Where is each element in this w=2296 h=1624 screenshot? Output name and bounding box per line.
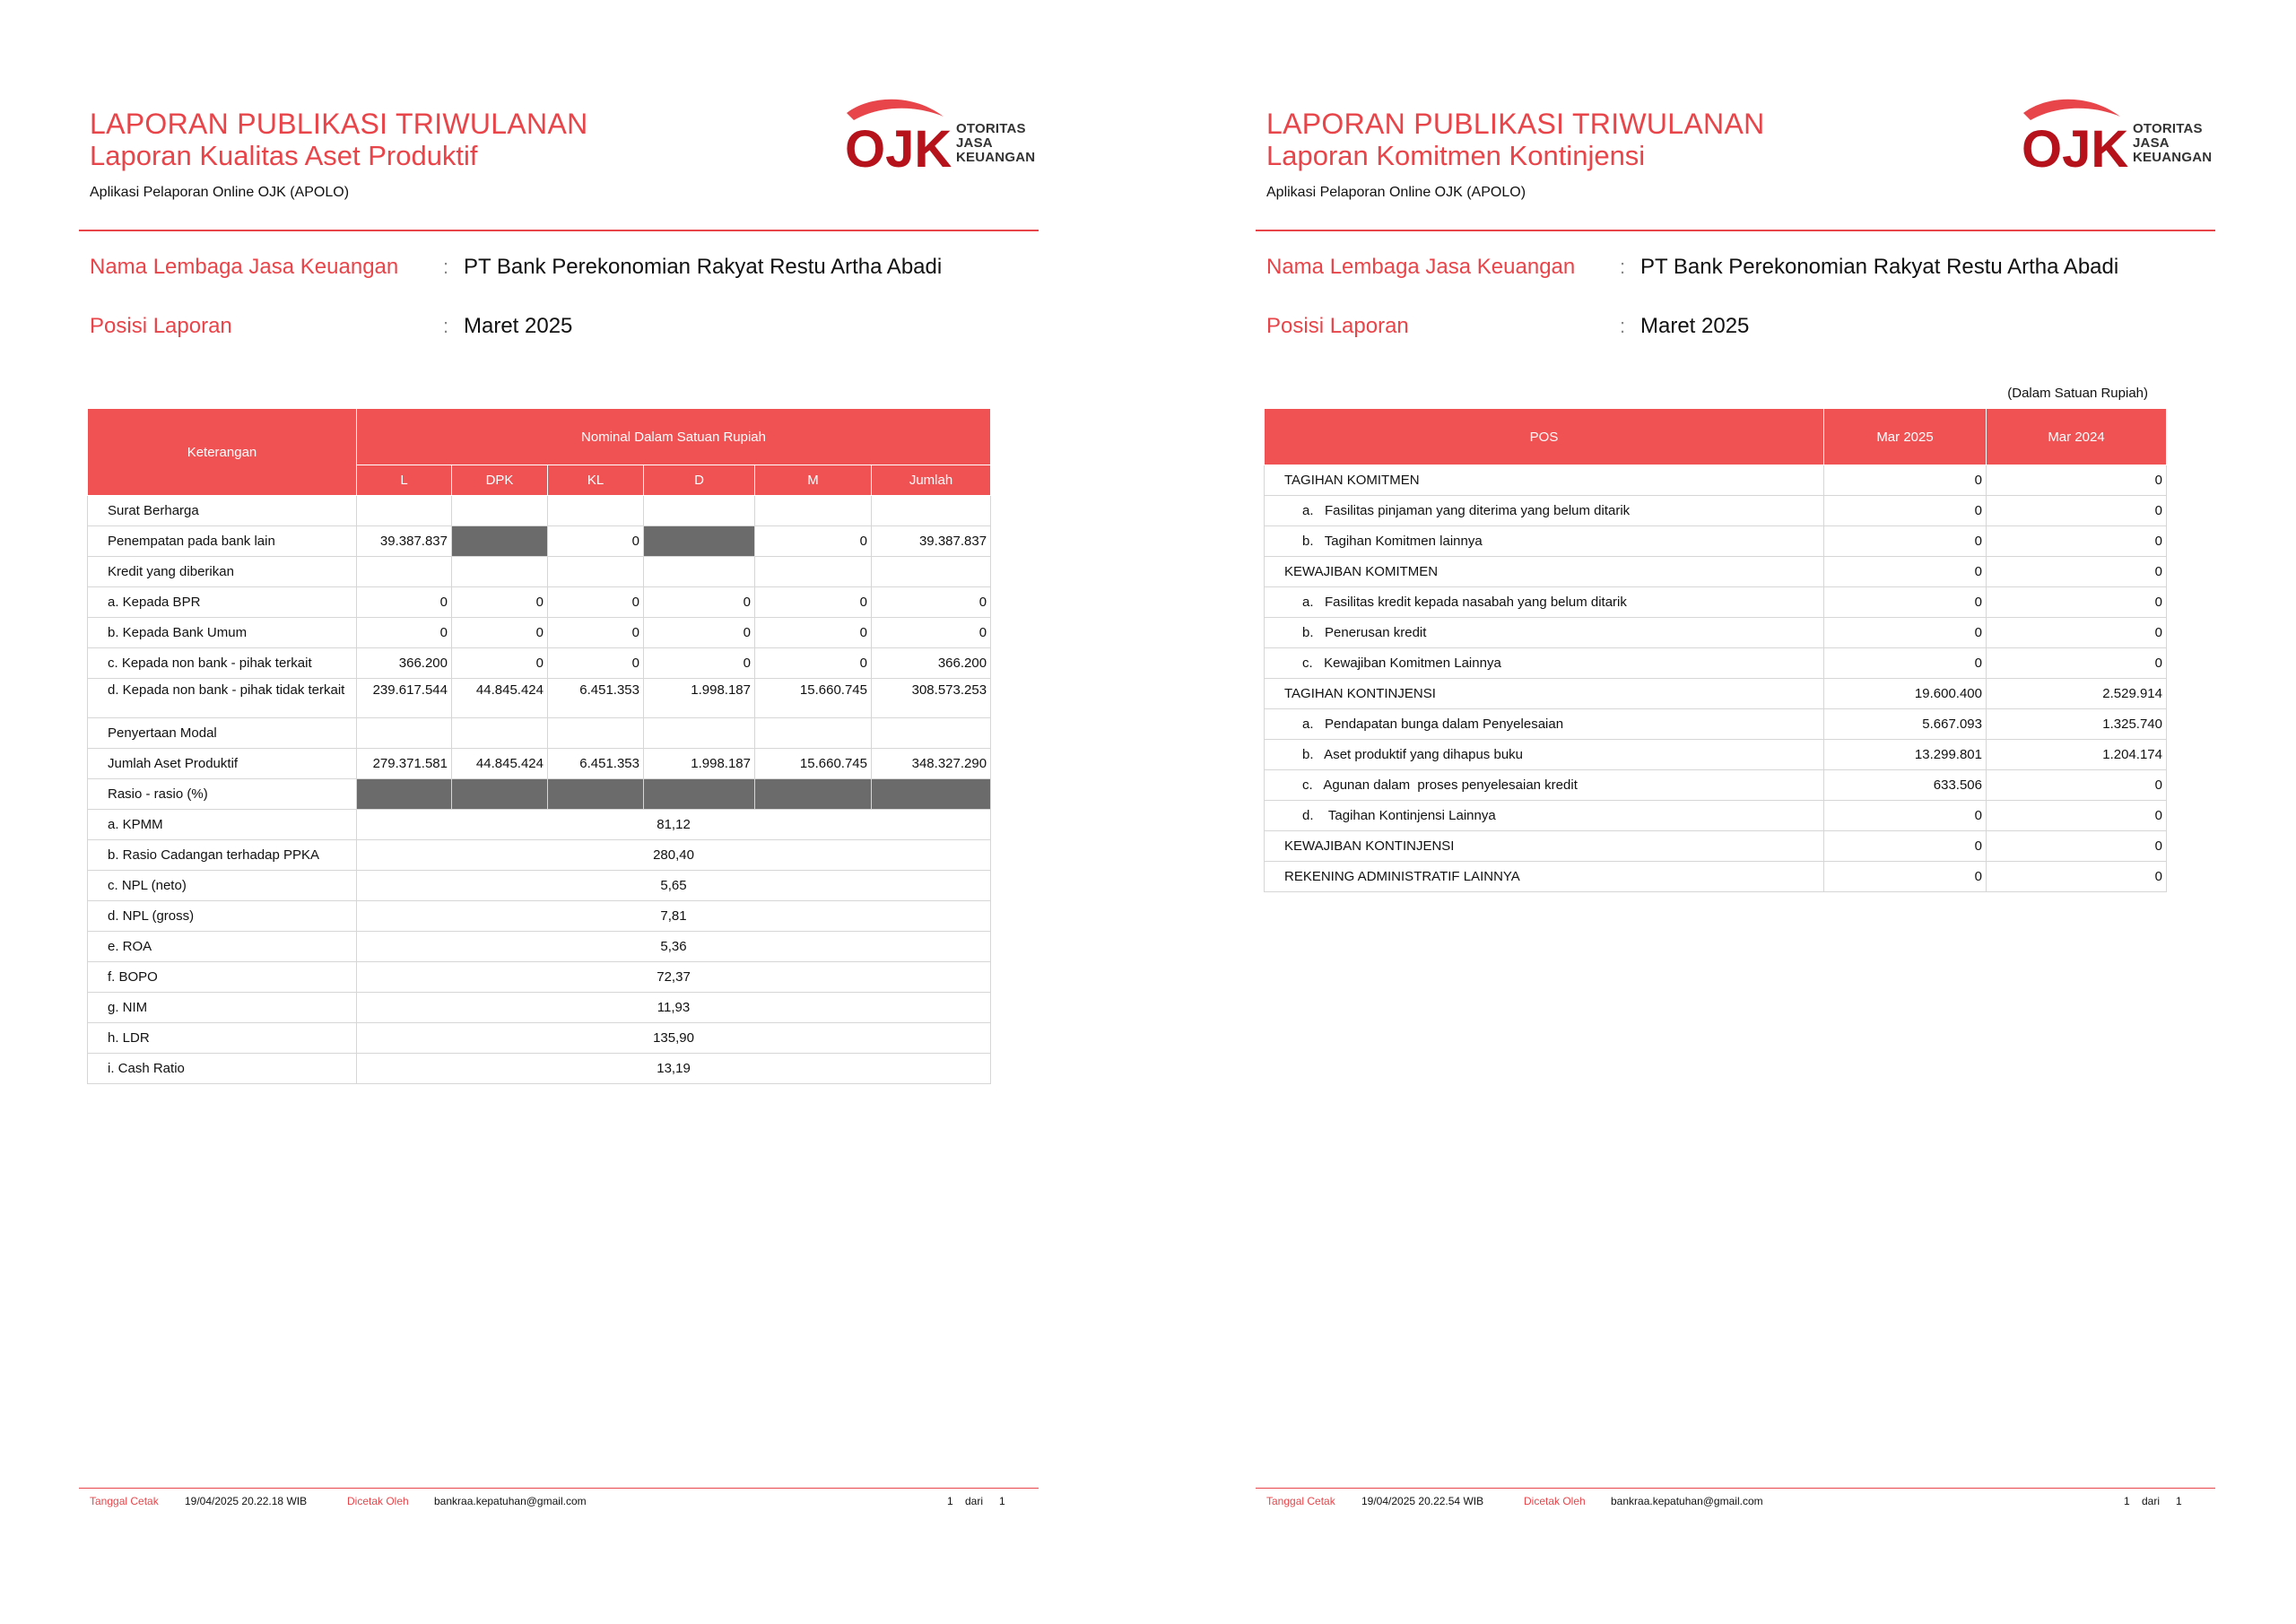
ratio-row — [88, 962, 991, 993]
institution-colon: : — [443, 256, 449, 278]
cell-kl: 6.451.353 — [548, 679, 644, 718]
logo-text-jasa: JASA — [2133, 135, 2170, 151]
ratio-value: 5,65 — [357, 871, 991, 901]
cell-kl: 0 — [548, 648, 644, 679]
row-label: c. Kewajiban Komitmen Lainnya — [1265, 648, 1824, 679]
row-label: b. Aset produktif yang dihapus buku — [1265, 740, 1824, 770]
footer-divider — [79, 1488, 1039, 1489]
cell-jumlah — [872, 557, 991, 587]
cell-jumlah: 366.200 — [872, 648, 991, 679]
column-header-mar-2025: Mar 2025 — [1824, 409, 1987, 465]
page-of: dari — [965, 1495, 984, 1507]
ratio-row — [88, 901, 991, 932]
cell-d: 0 — [644, 618, 755, 648]
table-row — [1265, 679, 2167, 709]
row-label: Surat Berharga — [88, 496, 357, 526]
header-divider — [1256, 230, 2215, 231]
printed-by-label: Dicetak Oleh — [347, 1495, 409, 1507]
cell-mar-2024: 1.204.174 — [1987, 740, 2167, 770]
cell-l: 239.617.544 — [357, 679, 452, 718]
ratio-label: h. LDR — [88, 1023, 357, 1054]
cell-mar-2025: 13.299.801 — [1824, 740, 1987, 770]
printed-by-value: bankraa.kepatuhan@gmail.com — [1611, 1495, 1763, 1507]
position-value: Maret 2025 — [464, 314, 573, 338]
ratio-label: d. NPL (gross) — [88, 901, 357, 932]
table-row — [1265, 557, 2167, 587]
cell-mar-2024: 0 — [1987, 648, 2167, 679]
cell-dpk — [452, 496, 548, 526]
ojk-logo-mark: OJK — [2022, 120, 2129, 174]
cell-mar-2025: 0 — [1824, 496, 1987, 526]
ratio-value: 280,40 — [357, 840, 991, 871]
row-label: a. Pendapatan bunga dalam Penyelesaian — [1265, 709, 1824, 740]
cell-l — [357, 557, 452, 587]
report-page-komitmen-kontinjensi — [1177, 0, 2296, 1624]
cell-dpk: 0 — [452, 618, 548, 648]
ratio-row — [88, 871, 991, 901]
cell-mar-2025: 633.506 — [1824, 770, 1987, 801]
ratio-value: 5,36 — [357, 932, 991, 962]
ratio-label: c. NPL (neto) — [88, 871, 357, 901]
row-label: a. Fasilitas pinjaman yang diterima yang belum ditarik — [1265, 496, 1824, 526]
cell-mar-2025: 0 — [1824, 618, 1987, 648]
row-label: a. Fasilitas kredit kepada nasabah yang belum ditarik — [1265, 587, 1824, 618]
table-row — [1265, 831, 2167, 862]
footer-divider — [1256, 1488, 2215, 1489]
row-label: TAGIHAN KOMITMEN — [1265, 465, 1824, 496]
table-row — [88, 557, 991, 587]
table-row — [1265, 862, 2167, 892]
unit-note: (Dalam Satuan Rupiah) — [2007, 386, 2148, 401]
cell-m: 0 — [755, 526, 872, 557]
column-header-dpk: DPK — [452, 465, 548, 496]
print-date-label: Tanggal Cetak — [1266, 1495, 1335, 1507]
cell-mar-2024: 0 — [1987, 770, 2167, 801]
header-divider — [79, 230, 1039, 231]
page-current: 1 — [2124, 1495, 2130, 1507]
cell-kl — [548, 557, 644, 587]
page-total: 1 — [999, 1495, 1005, 1507]
cell-l: 0 — [357, 618, 452, 648]
ratio-row — [88, 932, 991, 962]
row-label: REKENING ADMINISTRATIF LAINNYA — [1265, 862, 1824, 892]
column-header-m: M — [755, 465, 872, 496]
cell-dpk-masked — [452, 526, 548, 557]
logo-text-keuangan: KEUANGAN — [2133, 150, 2213, 165]
cell-d — [644, 718, 755, 749]
ratio-value: 72,37 — [357, 962, 991, 993]
cell-kl: 6.451.353 — [548, 749, 644, 779]
ojk-logo — [2020, 93, 2217, 174]
cell-dpk: 44.845.424 — [452, 749, 548, 779]
cell-jumlah: 308.573.253 — [872, 679, 991, 718]
commitment-contingency-table — [1264, 408, 2167, 892]
ratio-label: g. NIM — [88, 993, 357, 1023]
cell-mar-2024: 0 — [1987, 496, 2167, 526]
cell-jumlah-masked — [872, 779, 991, 810]
column-header-keterangan: Keterangan — [88, 409, 357, 496]
column-header-l: L — [357, 465, 452, 496]
cell-kl-masked — [548, 779, 644, 810]
cell-m-masked — [755, 779, 872, 810]
cell-d — [644, 496, 755, 526]
row-label: TAGIHAN KONTINJENSI — [1265, 679, 1824, 709]
cell-m: 0 — [755, 587, 872, 618]
row-label: d. Tagihan Kontinjensi Lainnya — [1265, 801, 1824, 831]
cell-mar-2024: 0 — [1987, 587, 2167, 618]
row-label: a. Kepada BPR — [88, 587, 357, 618]
cell-dpk: 0 — [452, 587, 548, 618]
column-header-pos: POS — [1265, 409, 1824, 465]
row-label: d. Kepada non bank - pihak tidak terkait — [88, 679, 357, 718]
cell-mar-2025: 0 — [1824, 801, 1987, 831]
cell-jumlah: 39.387.837 — [872, 526, 991, 557]
ratio-row — [88, 1054, 991, 1084]
ratio-row — [88, 1023, 991, 1054]
table-row — [1265, 648, 2167, 679]
cell-l — [357, 496, 452, 526]
cell-m — [755, 718, 872, 749]
print-date-value: 19/04/2025 20.22.54 WIB — [1361, 1495, 1484, 1507]
column-header-d: D — [644, 465, 755, 496]
cell-dpk — [452, 557, 548, 587]
cell-mar-2025: 0 — [1824, 862, 1987, 892]
report-title: LAPORAN PUBLIKASI TRIWULANAN — [90, 108, 588, 140]
institution-value: PT Bank Perekonomian Rakyat Restu Artha Abadi — [1640, 255, 2119, 279]
cell-mar-2025: 0 — [1824, 587, 1987, 618]
cell-mar-2024: 2.529.914 — [1987, 679, 2167, 709]
cell-m: 15.660.745 — [755, 679, 872, 718]
cell-dpk: 44.845.424 — [452, 679, 548, 718]
cell-mar-2024: 0 — [1987, 465, 2167, 496]
cell-d: 0 — [644, 648, 755, 679]
row-label: KEWAJIBAN KONTINJENSI — [1265, 831, 1824, 862]
cell-mar-2025: 0 — [1824, 526, 1987, 557]
ratio-value: 7,81 — [357, 901, 991, 932]
cell-mar-2024: 0 — [1987, 862, 2167, 892]
table-row — [1265, 526, 2167, 557]
cell-mar-2024: 1.325.740 — [1987, 709, 2167, 740]
ratio-row — [88, 840, 991, 871]
cell-mar-2025: 0 — [1824, 648, 1987, 679]
cell-mar-2024: 0 — [1987, 801, 2167, 831]
cell-mar-2024: 0 — [1987, 618, 2167, 648]
institution-label: Nama Lembaga Jasa Keuangan — [90, 255, 399, 279]
row-label: c. Kepada non bank - pihak terkait — [88, 648, 357, 679]
column-header-nominal: Nominal Dalam Satuan Rupiah — [357, 409, 991, 465]
position-value: Maret 2025 — [1640, 314, 1750, 338]
cell-l: 39.387.837 — [357, 526, 452, 557]
table-row — [1265, 618, 2167, 648]
report-title: LAPORAN PUBLIKASI TRIWULANAN — [1266, 108, 1765, 140]
print-date-value: 19/04/2025 20.22.18 WIB — [185, 1495, 308, 1507]
cell-kl: 0 — [548, 618, 644, 648]
printed-by-label: Dicetak Oleh — [1524, 1495, 1586, 1507]
cell-l-masked — [357, 779, 452, 810]
institution-value: PT Bank Perekonomian Rakyat Restu Artha Abadi — [464, 255, 943, 279]
ratio-value: 135,90 — [357, 1023, 991, 1054]
ratio-label: i. Cash Ratio — [88, 1054, 357, 1084]
cell-d — [644, 557, 755, 587]
row-label: Penyertaan Modal — [88, 718, 357, 749]
cell-d: 0 — [644, 587, 755, 618]
cell-m: 0 — [755, 618, 872, 648]
cell-jumlah — [872, 718, 991, 749]
ratio-label: e. ROA — [88, 932, 357, 962]
table-row — [88, 618, 991, 648]
row-label: Penempatan pada bank lain — [88, 526, 357, 557]
report-subtitle: Laporan Komitmen Kontinjensi — [1266, 140, 1646, 171]
cell-kl: 0 — [548, 587, 644, 618]
position-colon: : — [1620, 315, 1626, 337]
table-row — [88, 718, 991, 749]
ratio-value: 81,12 — [357, 810, 991, 840]
print-date-label: Tanggal Cetak — [90, 1495, 159, 1507]
cell-mar-2025: 0 — [1824, 831, 1987, 862]
table-row — [88, 587, 991, 618]
table-row — [88, 779, 991, 810]
ratio-label: b. Rasio Cadangan terhadap PPKA — [88, 840, 357, 871]
row-label: Jumlah Aset Produktif — [88, 749, 357, 779]
table-row — [88, 679, 991, 718]
table-row — [1265, 709, 2167, 740]
logo-text-keuangan: KEUANGAN — [956, 150, 1036, 165]
cell-mar-2025: 5.667.093 — [1824, 709, 1987, 740]
cell-mar-2025: 19.600.400 — [1824, 679, 1987, 709]
column-header-jumlah: Jumlah — [872, 465, 991, 496]
row-label: Kredit yang diberikan — [88, 557, 357, 587]
asset-quality-table — [87, 408, 991, 1084]
table-row — [1265, 801, 2167, 831]
cell-l: 0 — [357, 587, 452, 618]
cell-jumlah — [872, 496, 991, 526]
table-row — [1265, 740, 2167, 770]
table-row — [88, 648, 991, 679]
cell-m — [755, 496, 872, 526]
cell-mar-2024: 0 — [1987, 557, 2167, 587]
app-name: Aplikasi Pelaporan Online OJK (APOLO) — [1266, 185, 1526, 200]
position-label: Posisi Laporan — [90, 314, 232, 338]
cell-d-masked — [644, 526, 755, 557]
cell-mar-2025: 0 — [1824, 465, 1987, 496]
cell-dpk: 0 — [452, 648, 548, 679]
cell-mar-2024: 0 — [1987, 526, 2167, 557]
table-row — [1265, 465, 2167, 496]
ojk-logo — [843, 93, 1040, 174]
logo-text-otoritas: OTORITAS — [956, 121, 1026, 136]
page-current: 1 — [947, 1495, 953, 1507]
logo-text-jasa: JASA — [956, 135, 993, 151]
row-label: Rasio - rasio (%) — [88, 779, 357, 810]
report-subtitle: Laporan Kualitas Aset Produktif — [90, 140, 478, 171]
ratio-row — [88, 993, 991, 1023]
ojk-logo-icon — [2020, 93, 2133, 174]
position-colon: : — [443, 315, 449, 337]
cell-kl — [548, 718, 644, 749]
cell-m: 0 — [755, 648, 872, 679]
ojk-logo-icon — [843, 93, 956, 174]
table-row — [1265, 770, 2167, 801]
cell-kl — [548, 496, 644, 526]
table-row — [1265, 496, 2167, 526]
row-label: c. Agunan dalam proses penyelesaian kredit — [1265, 770, 1824, 801]
column-header-mar-2024: Mar 2024 — [1987, 409, 2167, 465]
table-row — [88, 526, 991, 557]
ratio-value: 13,19 — [357, 1054, 991, 1084]
row-label: b. Penerusan kredit — [1265, 618, 1824, 648]
cell-dpk — [452, 718, 548, 749]
ratio-label: a. KPMM — [88, 810, 357, 840]
row-label: KEWAJIBAN KOMITMEN — [1265, 557, 1824, 587]
row-label: b. Kepada Bank Umum — [88, 618, 357, 648]
cell-d: 1.998.187 — [644, 679, 755, 718]
cell-jumlah: 0 — [872, 587, 991, 618]
row-label: b. Tagihan Komitmen lainnya — [1265, 526, 1824, 557]
printed-by-value: bankraa.kepatuhan@gmail.com — [434, 1495, 587, 1507]
cell-d-masked — [644, 779, 755, 810]
ojk-logo-mark: OJK — [845, 120, 952, 174]
ratio-label: f. BOPO — [88, 962, 357, 993]
ratio-row — [88, 810, 991, 840]
cell-l: 366.200 — [357, 648, 452, 679]
cell-kl: 0 — [548, 526, 644, 557]
table-row — [88, 496, 991, 526]
table-row — [1265, 587, 2167, 618]
ratio-value: 11,93 — [357, 993, 991, 1023]
page-of: dari — [2142, 1495, 2161, 1507]
position-label: Posisi Laporan — [1266, 314, 1409, 338]
cell-jumlah: 348.327.290 — [872, 749, 991, 779]
cell-d: 1.998.187 — [644, 749, 755, 779]
page-total: 1 — [2176, 1495, 2182, 1507]
table-row — [88, 749, 991, 779]
app-name: Aplikasi Pelaporan Online OJK (APOLO) — [90, 185, 350, 200]
institution-colon: : — [1620, 256, 1626, 278]
cell-m: 15.660.745 — [755, 749, 872, 779]
cell-mar-2025: 0 — [1824, 557, 1987, 587]
cell-m — [755, 557, 872, 587]
cell-l: 279.371.581 — [357, 749, 452, 779]
logo-text-otoritas: OTORITAS — [2133, 121, 2203, 136]
cell-l — [357, 718, 452, 749]
cell-dpk-masked — [452, 779, 548, 810]
institution-label: Nama Lembaga Jasa Keuangan — [1266, 255, 1576, 279]
cell-mar-2024: 0 — [1987, 831, 2167, 862]
column-header-kl: KL — [548, 465, 644, 496]
cell-jumlah: 0 — [872, 618, 991, 648]
